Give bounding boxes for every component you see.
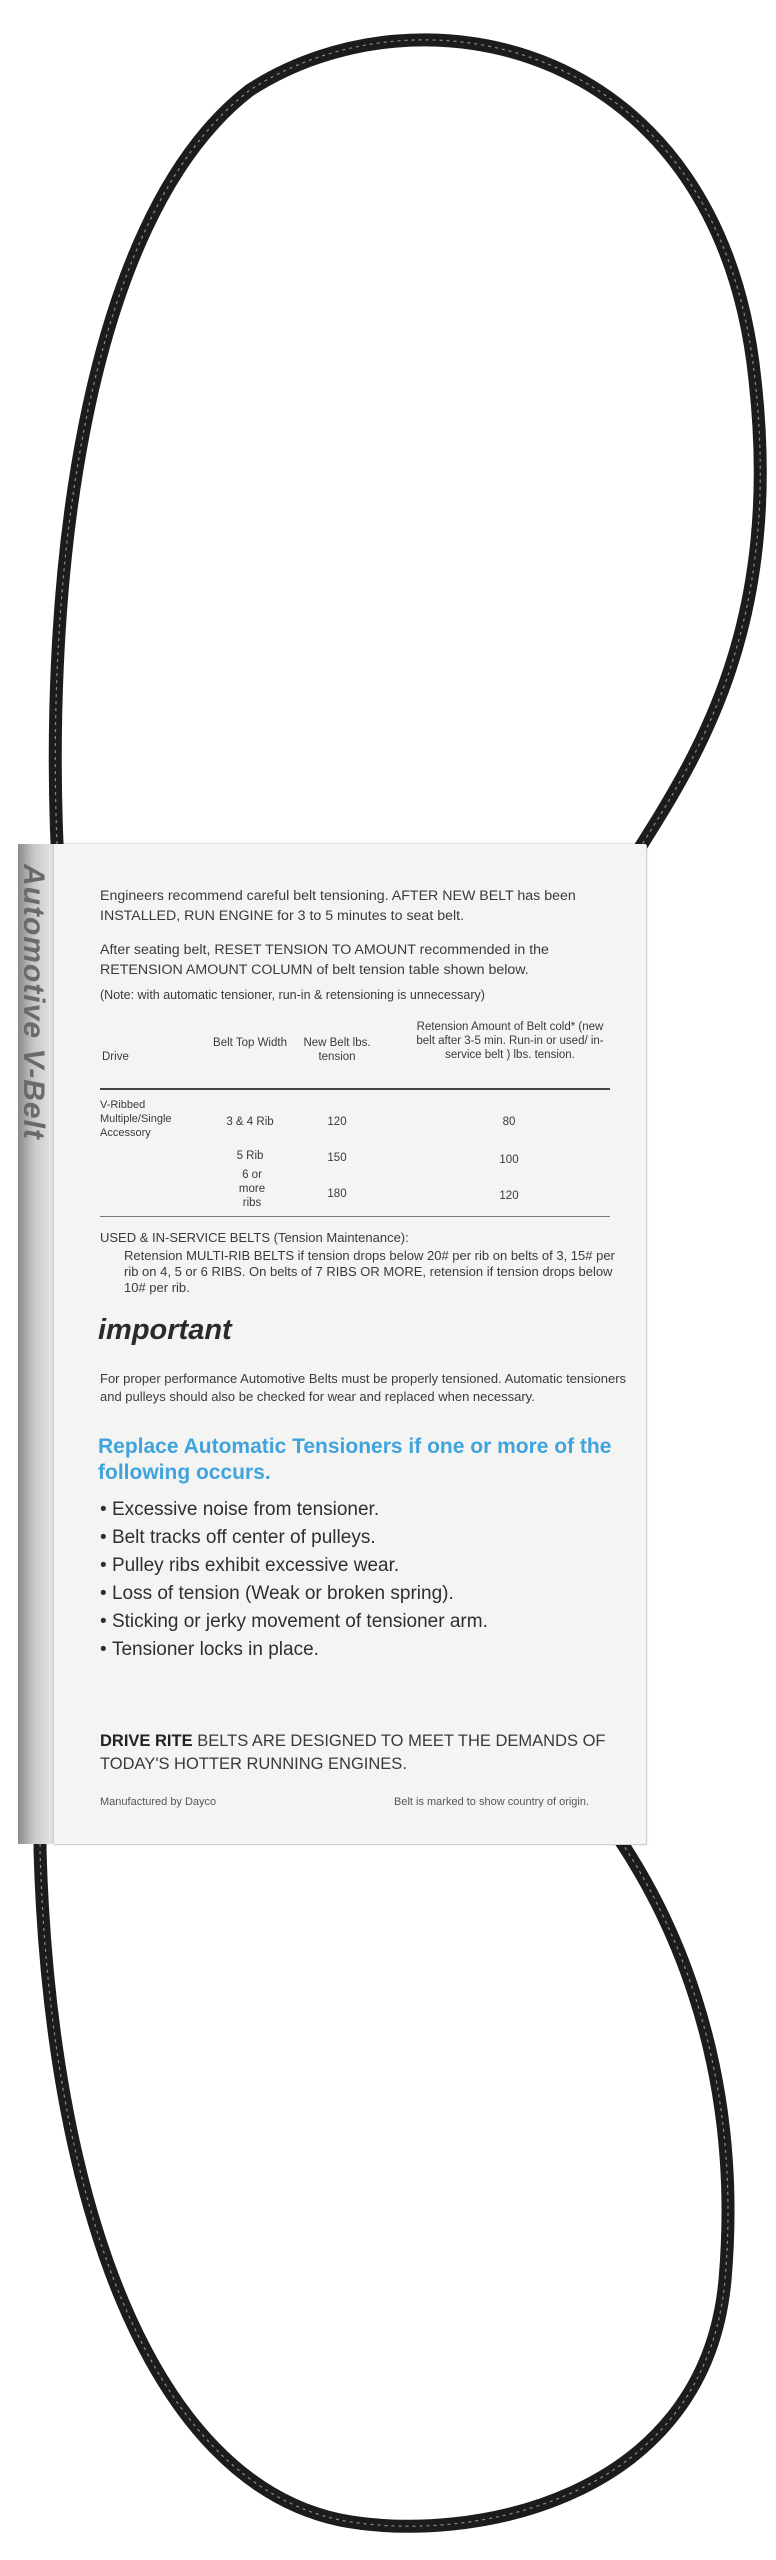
used-belts-body: Retension MULTI-RIB BELTS if tension drops below 20# per rib on belts of 3, 15# per rib on 4, 5 or 6 RIBS. On belts of 7 RIBS OR MORE, retension if tension drops below 10# per rib. [124, 1248, 615, 1295]
drive-rite-statement [100, 1730, 620, 1776]
list-item: • Excessive noise from tensioner. [100, 1496, 630, 1524]
table-cell: 6 or more ribs [238, 1169, 266, 1209]
list-item: • Pulley ribs exhibit excessive wear. [100, 1552, 630, 1580]
table-cell: 80 [502, 1116, 516, 1128]
table-header-new: New Belt lbs. tension [303, 1037, 371, 1063]
manufacturer-text: Manufactured by Dayco [100, 1796, 217, 1808]
table-header-drive: Drive [102, 1051, 129, 1063]
proper-performance-text: For proper performance Automotive Belts must be properly tensioned. Automatic tensioners and pulleys should also be checked for wear and replaced when necessary. [100, 1371, 627, 1404]
table-header-width: Belt Top Width [213, 1037, 287, 1049]
table-header-retension: Retension Amount of Belt cold* (new belt after 3-5 min. Run-in or used/ in-service belt ) lbs. tension. [416, 1021, 604, 1061]
drive-rite-brand: DRIVE RITE [100, 1732, 193, 1750]
table-cell: 3 & 4 Rib [226, 1116, 274, 1128]
sleeve-brand-text: Automotive V-Belt [17, 864, 50, 1140]
intro-paragraph-2: After seating belt, RESET TENSION TO AMOUNT recommended in the RETENSION AMOUNT COLUMN of belt tension table shown below. [100, 942, 549, 978]
origin-text: Belt is marked to show country of origin. [394, 1796, 590, 1808]
table-cell: 150 [327, 1152, 347, 1164]
table-drive-label: V-Ribbed Multiple/Single Accessory [100, 1099, 172, 1139]
symptom-list [100, 1496, 630, 1664]
table-cell: 5 Rib [236, 1150, 264, 1162]
replace-tensioners-heading: Replace Automatic Tensioners if one or more of the following occurs. [98, 1435, 612, 1484]
list-item: • Loss of tension (Weak or broken spring). [100, 1580, 630, 1608]
instruction-card [54, 844, 646, 1844]
table-cell: 120 [327, 1116, 347, 1128]
tensioner-note: (Note: with automatic tensioner, run-in & retensioning is unnecessary) [100, 988, 485, 1002]
table-cell: 180 [327, 1188, 347, 1200]
list-item: • Tensioner locks in place. [100, 1636, 630, 1664]
drive-rite-text: BELTS ARE DESIGNED TO MEET THE DEMANDS OF TODAY'S HOTTER RUNNING ENGINES. [100, 1732, 606, 1773]
important-heading: important [98, 1314, 232, 1346]
table-rule-top [100, 1088, 610, 1090]
list-item: • Belt tracks off center of pulleys. [100, 1524, 630, 1552]
list-item: • Sticking or jerky movement of tensioner arm. [100, 1608, 630, 1636]
table-cell: 100 [499, 1154, 519, 1166]
table-cell: 120 [499, 1190, 519, 1202]
intro-paragraph-1: Engineers recommend careful belt tensioning. AFTER NEW BELT has been INSTALLED, RUN ENGINE for 3 to 5 minutes to seat belt. [100, 888, 576, 924]
used-belts-title: USED & IN-SERVICE BELTS (Tension Maintenance): [100, 1230, 409, 1245]
table-rule-bottom [100, 1216, 610, 1217]
